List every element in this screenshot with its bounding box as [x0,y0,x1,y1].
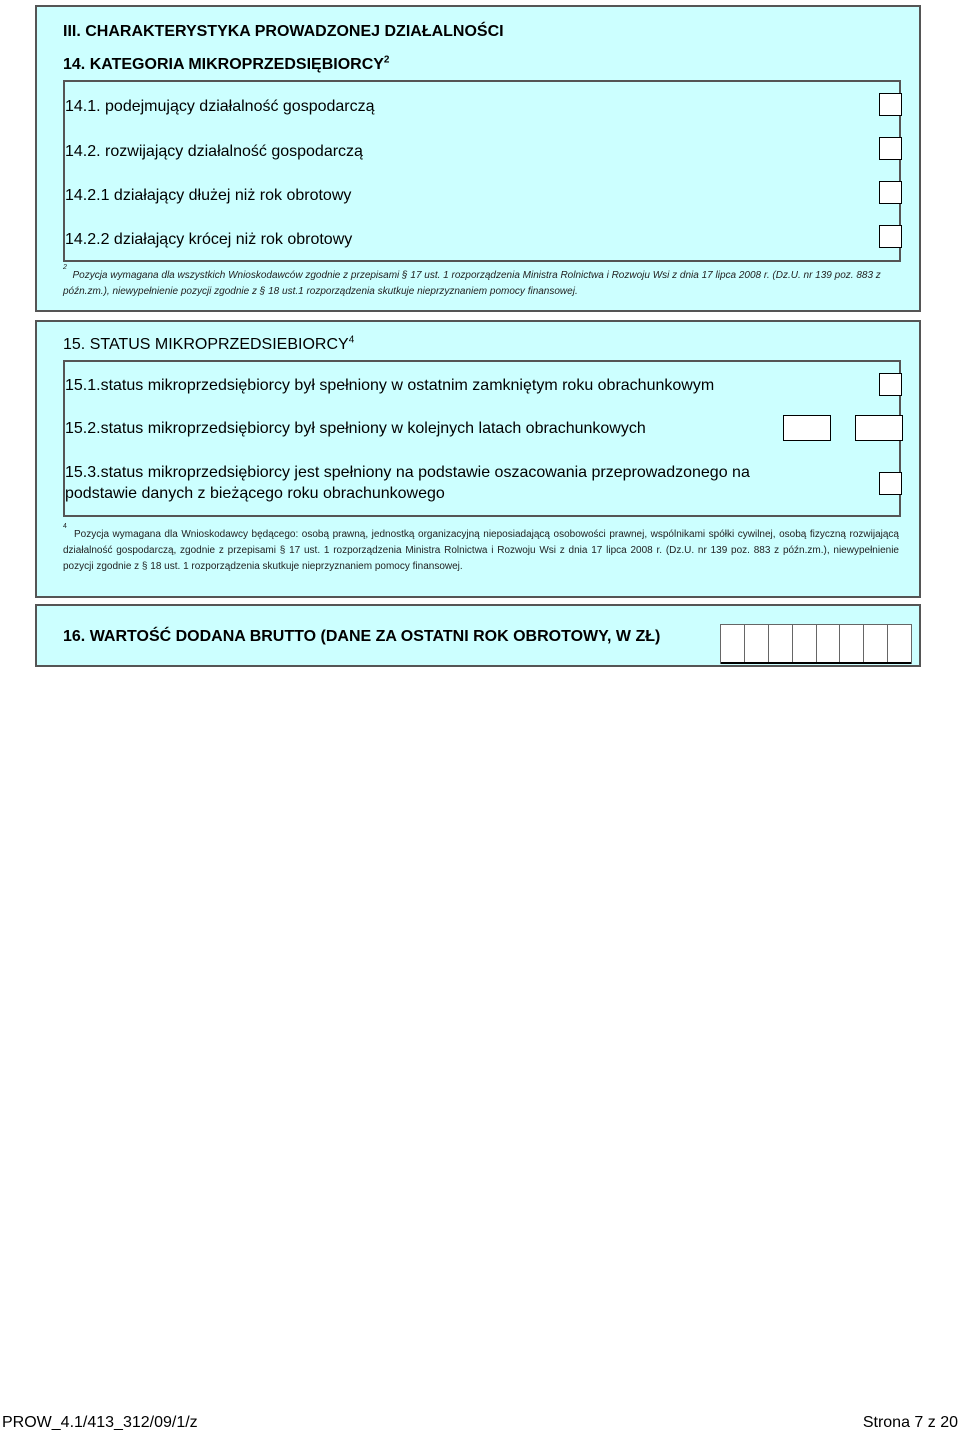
amount-digit-cell [721,625,745,663]
s14-item-4-checkbox[interactable] [879,225,902,248]
s14-item-4-label: 14.2.2 działający krócej niż rok obrotowy [65,231,353,248]
s15-year-1-box[interactable] [783,415,831,441]
s14-item-2-checkbox[interactable] [879,137,902,160]
amount-digit-cell [888,625,911,663]
s14-item-2-label: 14.2. rozwijający działalność gospodarczą [65,143,363,160]
amount-digit-cell [840,625,864,663]
s14-title: 14. KATEGORIA MIKROPRZEDSIĘBIORCY$^2$ [63,54,390,73]
page-number: Strona 7 z 20 [862,1414,958,1431]
form-code: PROW_4.1/413_312/09/1/z [2,1414,198,1431]
s14-items-box [63,80,901,262]
s15-year-2-box[interactable] [855,415,903,441]
s15-items-box [63,360,901,517]
s14-footnote: $^2$ Pozycja wymagana dla wszystkich Wnioskodawców zgodnie z przepisami § 17 ust. 1 rozporządzenia Ministra Rolnictwa i Rozwoju Wsi z dnia 17 lipca 2008 r. (Dz.U. nr 139 poz. 883 z późn.zm.), niewypełnienie pozycji zgodnie z § 18 ust.1 rozporządzenia skutkuje nieprzyznaniem pomocy finansowej. [63,264,881,297]
s14-item-3-checkbox[interactable] [879,181,902,204]
s15-item-2-label: 15.2.status mikroprzedsiębiorcy był spełniony w kolejnych latach obrachunkowych [65,420,646,437]
s14-item-3-label: 14.2.1 działający dłużej niż rok obrotowy [65,187,352,204]
s15-footnote: $^4$ Pozycja wymagana dla Wnioskodawcy będącego: osobą prawną, jednostką organizacyjną nieposiadającą osobowości prawnej, wspólnikami spółki cywilnej, osobą fizyczną rozwijającą działalność gospodarczą, zgodnie z przepisami § 17 ust. 1 rozporządzenia Ministra Rolnictwa i Rozwoju Wsi z dnia 17 lipca 2008 r. (Dz.U. nr 139 poz. 883 z późn.zm.), niewypełnienie pozycji zgodnie z § 18 ust. 1 rozporządzenia skutkuje nieprzyznaniem pomocy finansowej. [63,523,899,572]
amount-digit-cell [817,625,841,663]
s15-item-3-label-line1: 15.3.status mikroprzedsiębiorcy jest spełniony na podstawie oszacowania przeprowadzonego na [65,464,750,481]
s16-title: 16. WARTOŚĆ DODANA BRUTTO (DANE ZA OSTATNI ROK OBROTOWY, W ZŁ) [63,628,661,645]
amount-digit-cell [745,625,769,663]
section-15-panel [35,320,921,598]
s15-item-3-checkbox[interactable] [879,472,902,495]
s15-title: 15. STATUS MIKROPRZEDSIEBIORCY$^4$ [63,334,355,353]
s14-item-1-label: 14.1. podejmujący działalność gospodarczą [65,98,375,115]
amount-digit-cell [793,625,817,663]
section-14-panel [35,5,921,312]
s14-item-1-checkbox[interactable] [879,93,902,116]
amount-digit-cell [864,625,888,663]
value-added-amount-input[interactable] [720,624,912,664]
section-title: III. CHARAKTERYSTYKA PROWADZONEJ DZIAŁALNOŚCI [63,23,504,40]
section-16-panel [35,604,921,667]
s15-item-1-label: 15.1.status mikroprzedsiębiorcy był spełniony w ostatnim zamkniętym roku obrachunkowym [65,377,715,394]
s15-item-3-label-line2: podstawie danych z bieżącego roku obrachunkowego [65,485,445,502]
amount-digit-cell [769,625,793,663]
s15-item-1-checkbox[interactable] [879,373,902,396]
